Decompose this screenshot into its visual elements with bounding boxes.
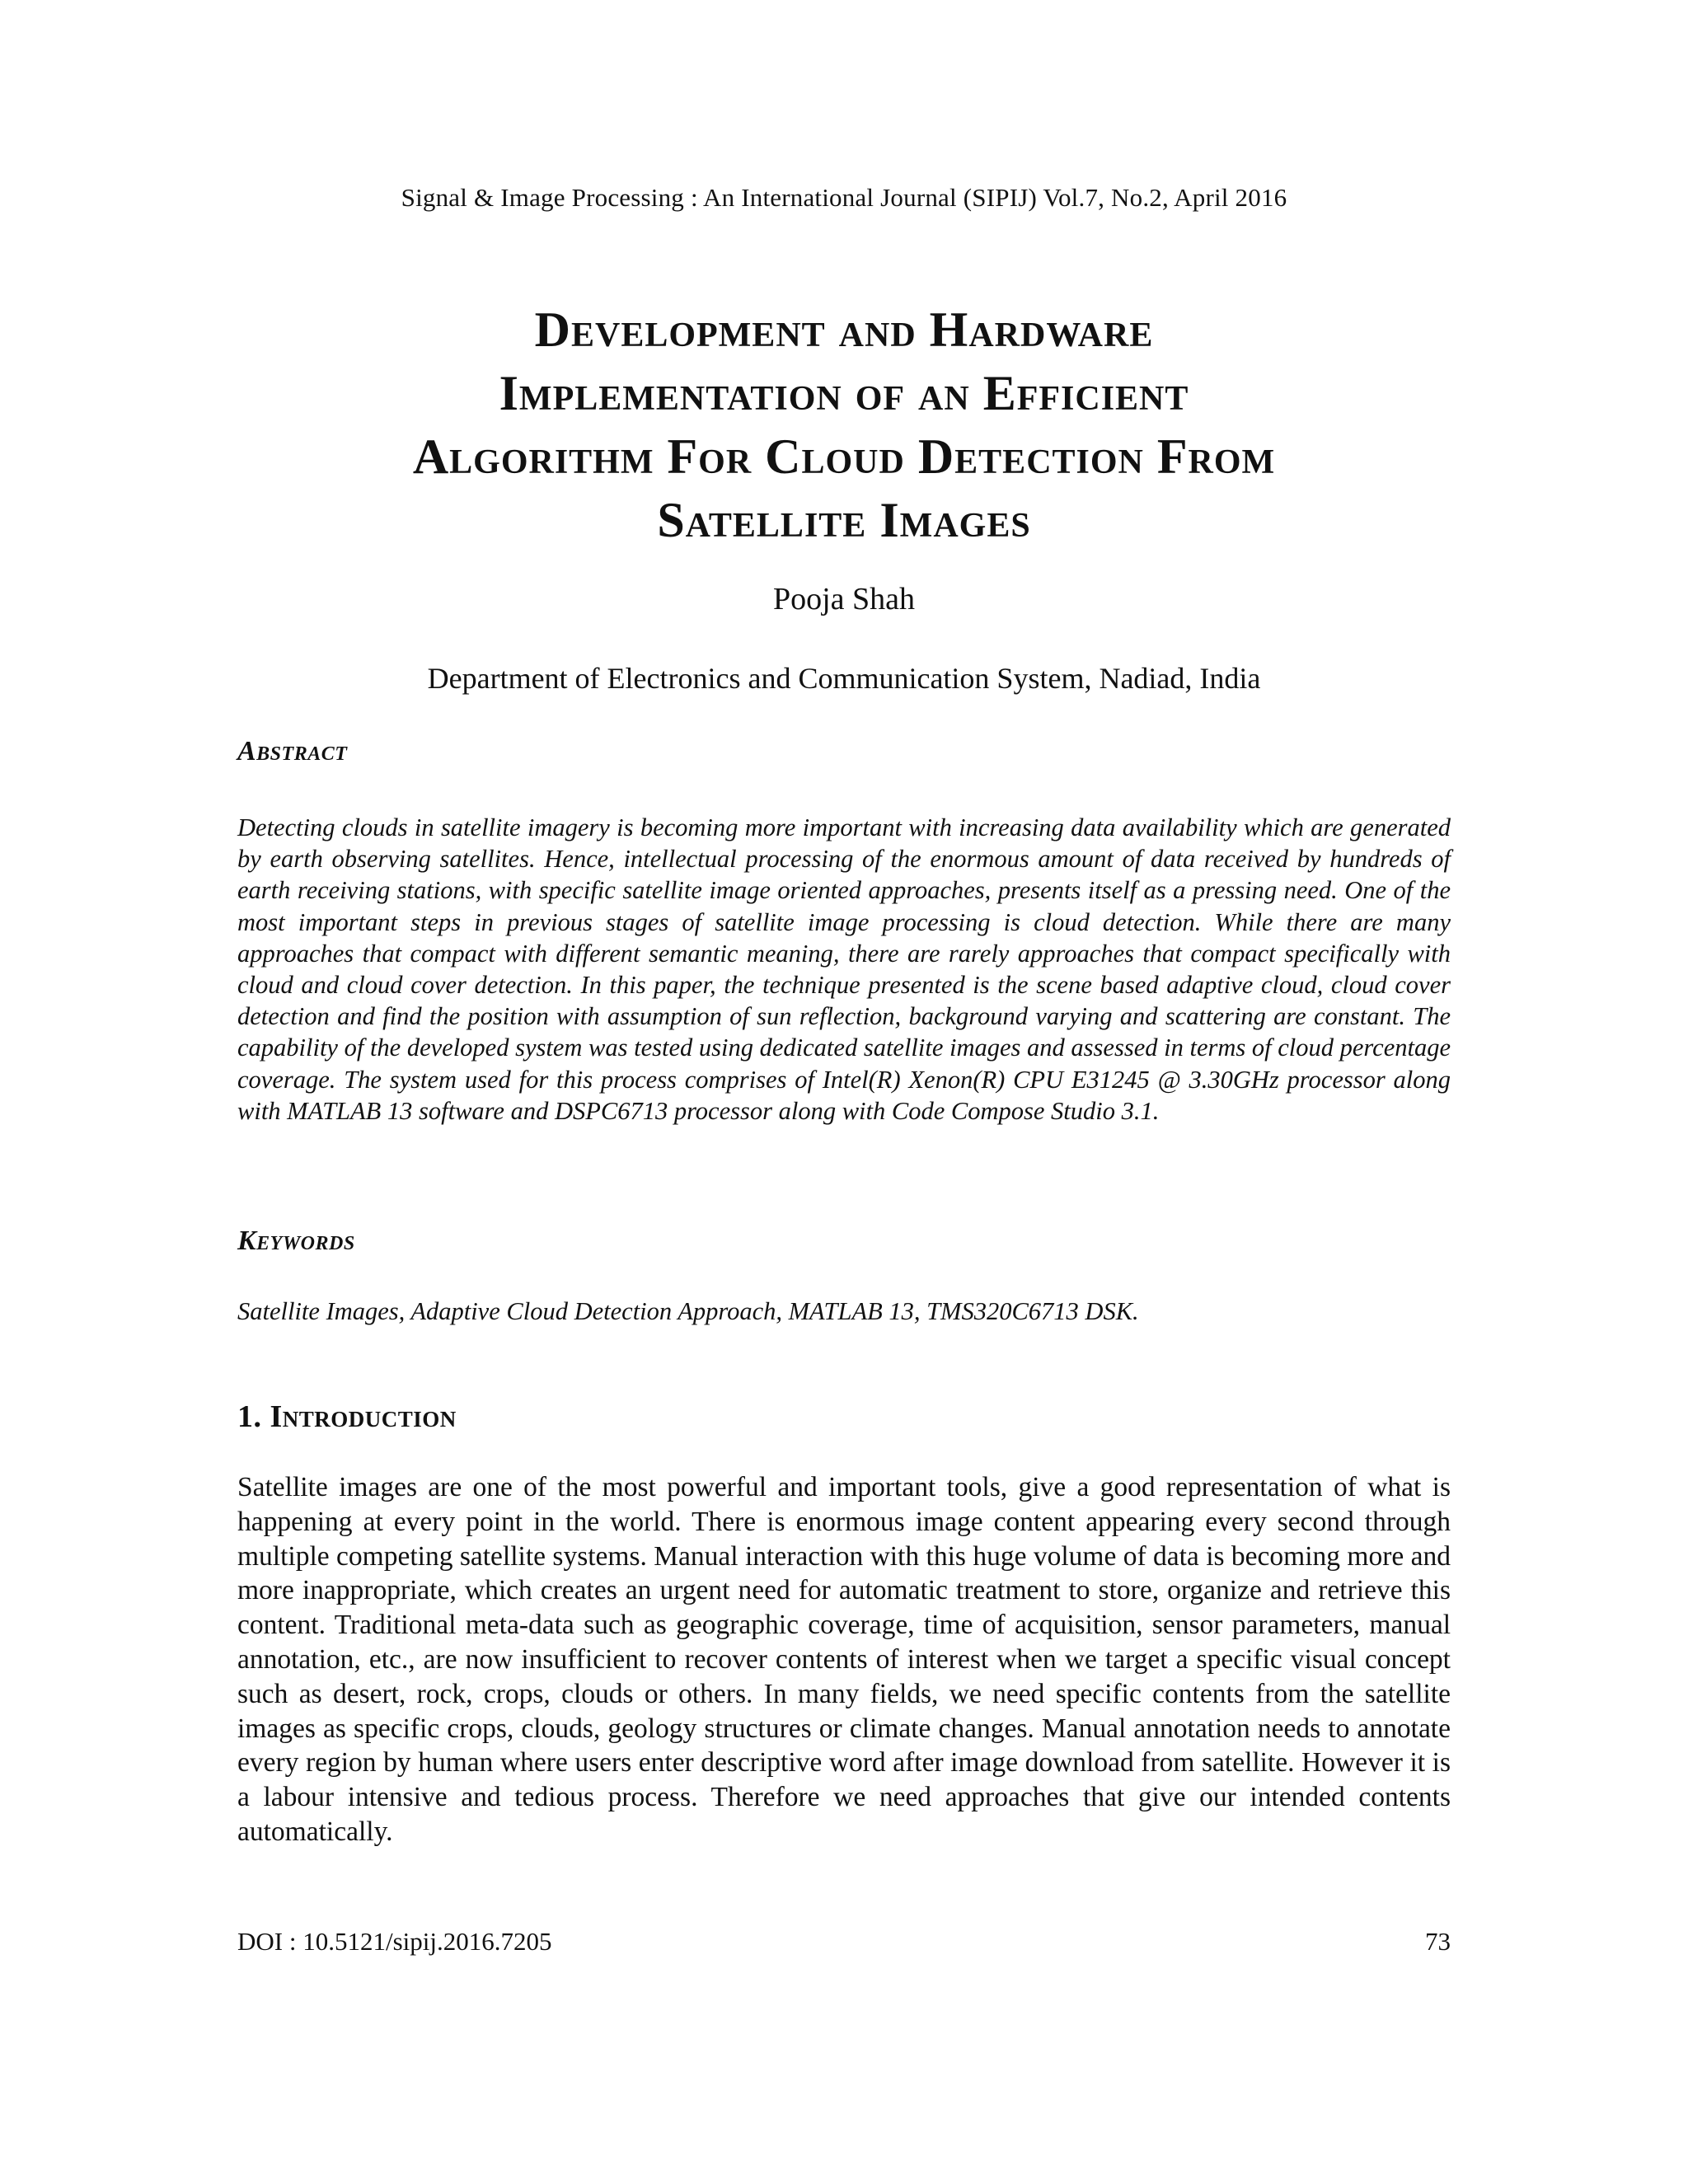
title-line-4: Satellite Images [657, 493, 1031, 547]
keywords-text: Satellite Images, Adaptive Cloud Detection Approach, MATLAB 13, TMS320C6713 DSK. [237, 1297, 1139, 1325]
abstract-heading: Abstract [237, 736, 348, 766]
title-line-3: Algorithm For Cloud Detection From [412, 429, 1276, 484]
page-number: 73 [1425, 1927, 1451, 1956]
introduction-text: Satellite images are one of the most powerful and important tools, give a good representation of what is happening at every point in the world. There is enormous image content appearing every second through multiple competing satellite systems. Manual interaction with this huge volume of data is becoming more and more inappropriate, which creates an urgent need for automatic treatment to store, organize and retrieve this content. Traditional meta-data such as geographic coverage, time of acquisition, sensor parameters, manual annotation, etc., are now insufficient to recover contents of interest when we target a specific visual concept such as desert, rock, crops, clouds or others. In many fields, we need specific contents from the satellite images as specific crops, clouds, geology structures or climate changes. Manual annotation needs to annotate every region by human where users enter descriptive word after image download from satellite. However it is a labour intensive and tedious process. Therefore we need approaches that give our intended contents automatically. [237, 1472, 1451, 1847]
keywords-heading: Keywords [237, 1226, 355, 1256]
doi-footer: DOI : 10.5121/sipij.2016.7205 [237, 1927, 552, 1956]
introduction-heading: 1. Introduction [237, 1399, 457, 1434]
title-line-2: Implementation of an Efficient [499, 366, 1189, 420]
abstract-text: Detecting clouds in satellite imagery is becoming more important with increasing data availability which are generated by earth observing satellites. Hence, intellectual processing of the enormous amount of data received by hundreds of earth receiving stations, with specific satellite image oriented approaches, presents itself as a pressing need. One of the most important steps in previous stages of satellite image processing is cloud detection. While there are many approaches that compact with different semantic meaning, there are rarely approaches that compact specifically with cloud and cloud cover detection. In this paper, the technique presented is the scene based adaptive cloud, cloud cover detection and find the position with assumption of sun reflection, background varying and scattering are constant. The capability of the developed system was tested using dedicated satellite images and assessed in terms of cloud percentage coverage. The system used for this process comprises of Intel(R) Xenon(R) CPU E31245 @ 3.30GHz processor along with MATLAB 13 software and DSPC6713 processor along with Code Compose Studio 3.1. [237, 813, 1451, 1125]
paper-title [165, 298, 1523, 552]
author-affiliation: Department of Electronics and Communication System, Nadiad, India [427, 662, 1261, 695]
author-name: Pooja Shah [772, 582, 916, 616]
journal-header: Signal & Image Processing : An International Journal (SIPIJ) Vol.7, No.2, April 2016 [401, 183, 1287, 212]
title-line-1: Development and Hardware [534, 302, 1154, 357]
